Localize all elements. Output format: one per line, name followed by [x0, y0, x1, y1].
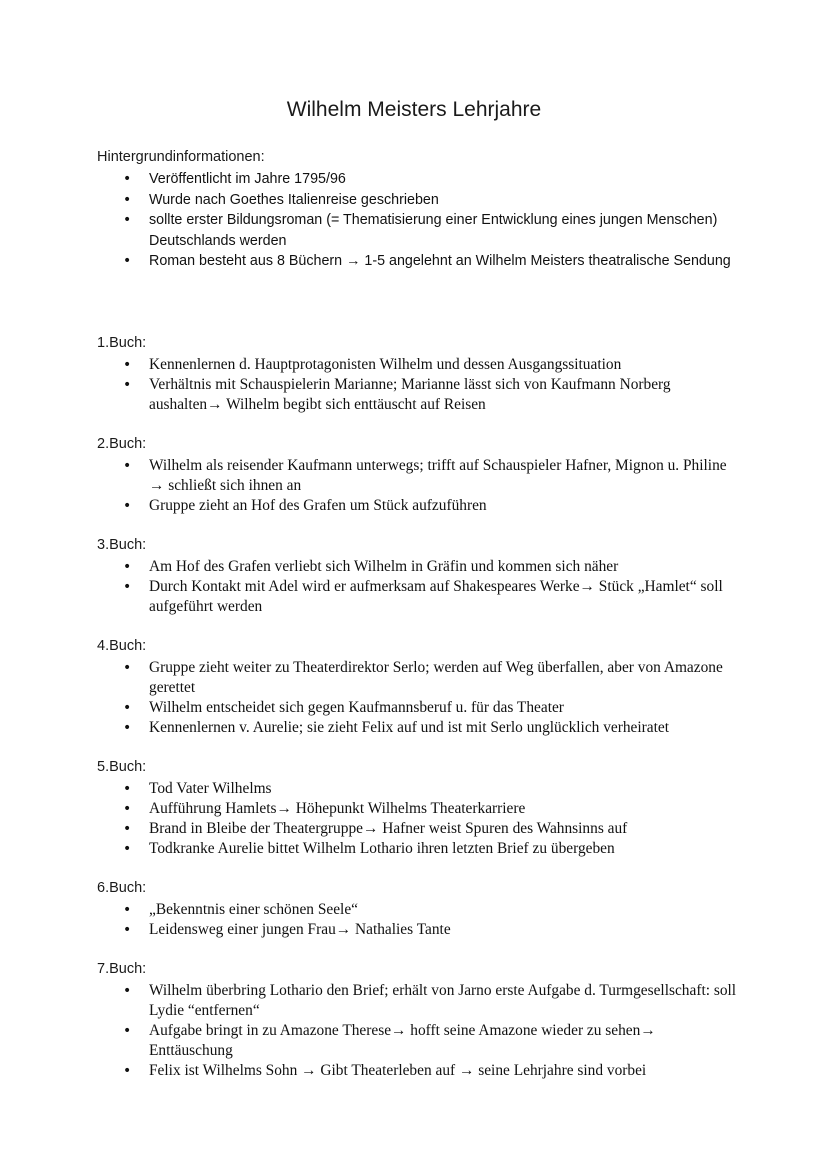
list-item: • Gruppe zieht an Hof des Grafen um Stück aufzuführen: [97, 496, 737, 516]
list-item: • Wurde nach Goethes Italienreise geschrieben: [97, 190, 737, 211]
list-item: • Durch Kontakt mit Adel wird er aufmerksam auf Shakespeares Werke→ Stück „Hamlet“ soll aufgeführt werden: [97, 577, 737, 617]
book-2-list: [97, 456, 737, 516]
book-1-heading: 1.Buch:: [97, 335, 147, 351]
list-item: • „Bekenntnis einer schönen Seele“: [97, 900, 737, 920]
list-item: • Kennenlernen d. Hauptprotagonisten Wilhelm und dessen Ausgangssituation: [97, 355, 737, 375]
book-5-list: [97, 779, 737, 859]
book-7-heading: 7.Buch:: [97, 961, 147, 977]
list-item: • Wilhelm als reisender Kaufmann unterwegs; trifft auf Schauspieler Hafner, Mignon u. Philine → schließt sich ihnen an: [97, 456, 737, 496]
book-6-heading: 6.Buch:: [97, 880, 147, 896]
list-item: • Aufgabe bringt in zu Amazone Therese→ hofft seine Amazone wieder zu sehen→ Enttäuschung: [97, 1021, 737, 1061]
book-6-list: [97, 900, 737, 940]
page-title: Wilhelm Meisters Lehrjahre: [286, 98, 542, 121]
list-item: • Am Hof des Grafen verliebt sich Wilhelm in Gräfin und kommen sich näher: [97, 557, 737, 577]
list-item: • Brand in Bleibe der Theatergruppe→ Hafner weist Spuren des Wahnsinns auf: [97, 819, 737, 839]
list-item: • Aufführung Hamlets→ Höhepunkt Wilhelms Theaterkarriere: [97, 799, 737, 819]
book-1-list: [97, 355, 737, 415]
list-item: • Wilhelm entscheidet sich gegen Kaufmannsberuf u. für das Theater: [97, 698, 737, 718]
list-item: • Leidensweg einer jungen Frau→ Nathalies Tante: [97, 920, 737, 940]
list-item: • Todkranke Aurelie bittet Wilhelm Lothario ihren letzten Brief zu übergeben: [97, 839, 737, 859]
book-5-heading: 5.Buch:: [97, 759, 147, 775]
list-item: • Veröffentlicht im Jahre 1795/96: [97, 169, 737, 190]
intro-heading: Hintergrundinformationen:: [97, 149, 265, 165]
book-3-list: [97, 557, 737, 617]
book-3-heading: 3.Buch:: [97, 537, 147, 553]
list-item: • sollte erster Bildungsroman (= Thematisierung einer Entwicklung eines jungen Menschen) Deutschlands werden: [97, 210, 737, 251]
intro-list: [97, 169, 737, 272]
book-4-list: [97, 658, 737, 738]
list-item: • Roman besteht aus 8 Büchern → 1-5 angelehnt an Wilhelm Meisters theatralische Sendung: [97, 251, 737, 272]
book-2-heading: 2.Buch:: [97, 436, 147, 452]
list-item: • Felix ist Wilhelms Sohn → Gibt Theaterleben auf → seine Lehrjahre sind vorbei: [97, 1061, 737, 1081]
list-item: • Wilhelm überbring Lothario den Brief; erhält von Jarno erste Aufgabe d. Turmgesellschaft: soll Lydie “entfernen“: [97, 981, 737, 1021]
list-item: • Kennenlernen v. Aurelie; sie zieht Felix auf und ist mit Serlo unglücklich verheiratet: [97, 718, 737, 738]
book-7-list: [97, 981, 737, 1081]
list-item: • Tod Vater Wilhelms: [97, 779, 737, 799]
list-item: • Gruppe zieht weiter zu Theaterdirektor Serlo; werden auf Weg überfallen, aber von Amazone gerettet: [97, 658, 737, 698]
book-4-heading: 4.Buch:: [97, 638, 147, 654]
list-item: • Verhältnis mit Schauspielerin Marianne; Marianne lässt sich von Kaufmann Norberg aushalten→ Wilhelm begibt sich enttäuscht auf Reisen: [97, 375, 737, 415]
